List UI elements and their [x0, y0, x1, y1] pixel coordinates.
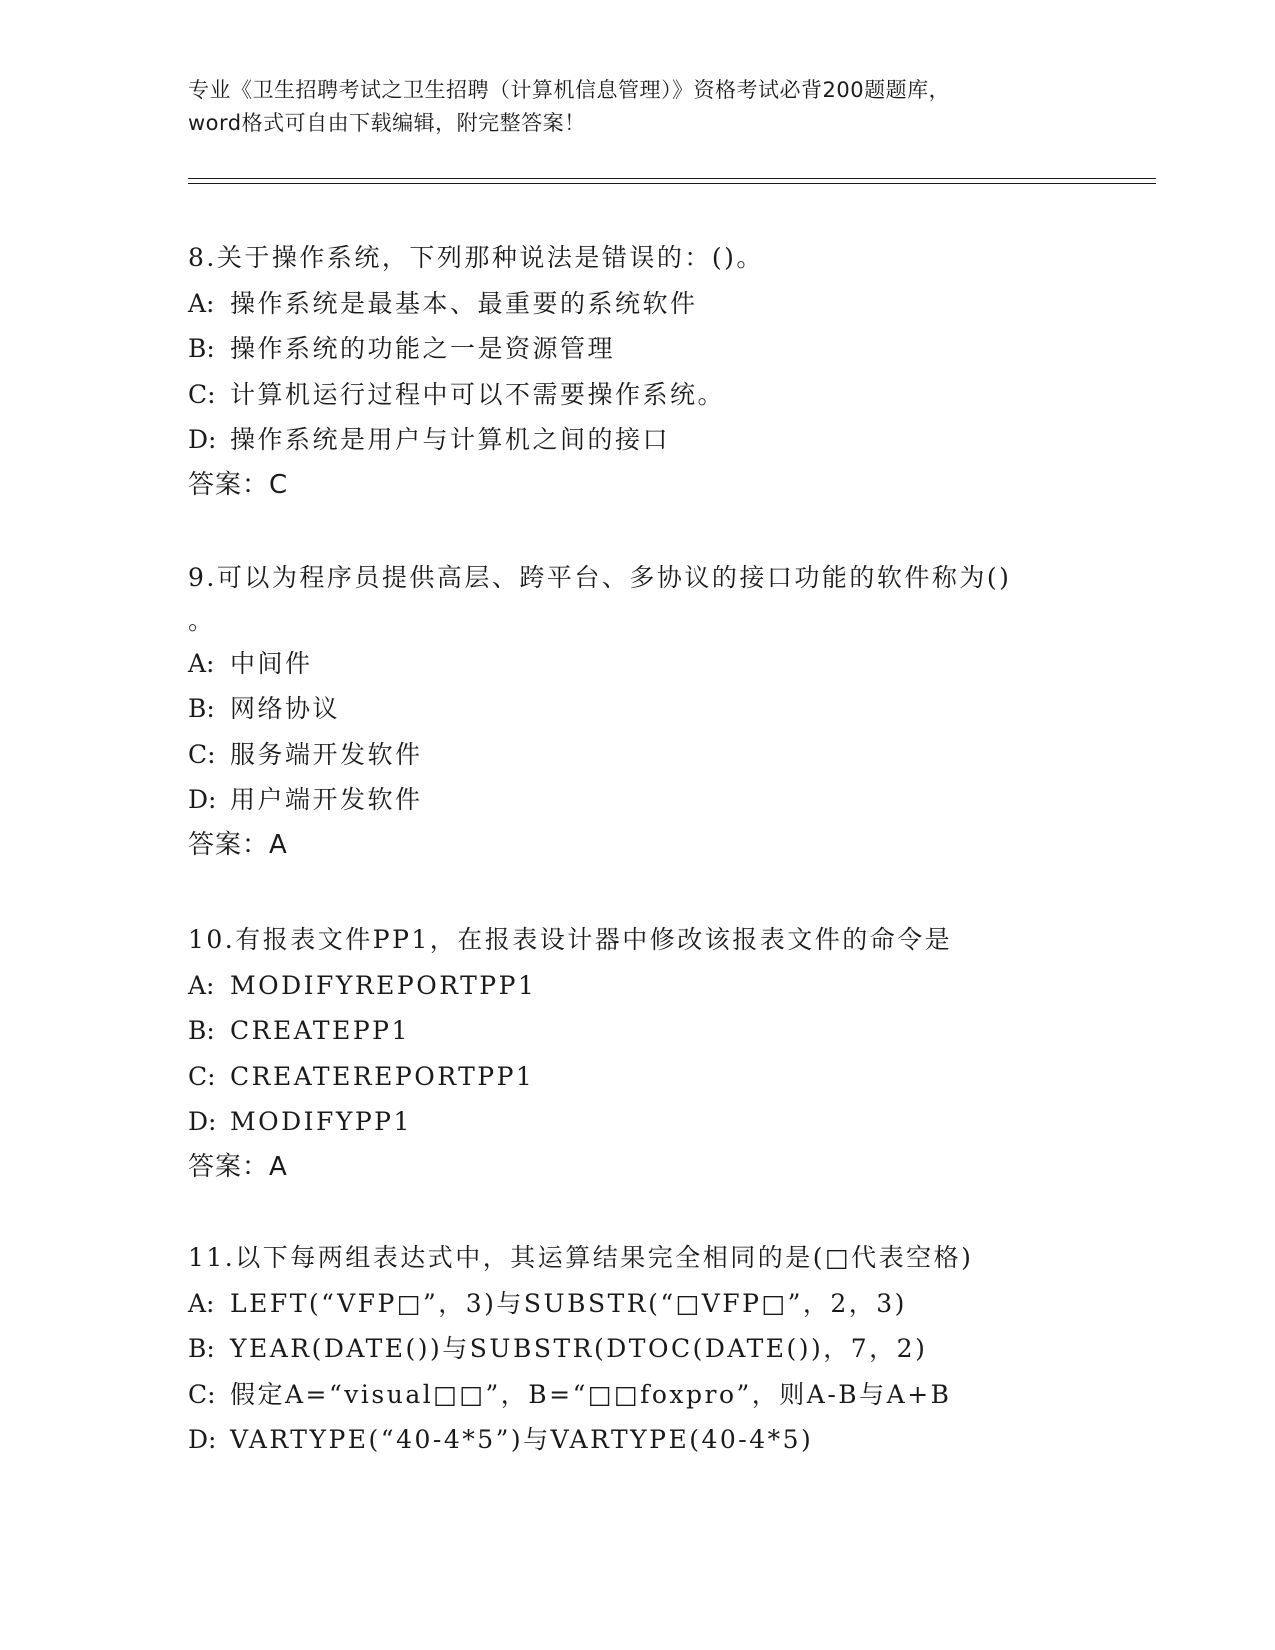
question-9 — [188, 555, 1108, 868]
option-b — [188, 1008, 1108, 1054]
option-letter: B: — [188, 1016, 215, 1045]
option-letter: A: — [188, 1288, 215, 1318]
option-letter: A: — [188, 288, 215, 318]
option-text: 操作系统是用户与计算机之间的接口 — [230, 425, 671, 454]
option-text: 操作系统是最基本、最重要的系统软件 — [230, 288, 698, 318]
option-letter: C: — [188, 1061, 216, 1091]
option-letter: A: — [188, 648, 215, 678]
option-text: 假定A=“visual□□”，B=“□□foxpro”，则A-B与A+B — [230, 1379, 952, 1409]
header-line-1: 专业《卫生招聘考试之卫生招聘（计算机信息管理）》资格考试必背200题题库， — [188, 78, 951, 102]
option-text: 中间件 — [230, 648, 313, 678]
question-stem: 11.以下每两组表达式中，其运算结果完全相同的是(□代表空格) — [188, 1243, 974, 1272]
question-stem: 10.有报表文件PP1，在报表设计器中修改该报表文件的命令是 — [188, 925, 953, 954]
option-text: MODIFYREPORTPP1 — [230, 970, 537, 1000]
question-8 — [188, 235, 1108, 508]
document-header — [188, 74, 1088, 140]
option-d — [188, 417, 1108, 463]
option-d — [188, 1099, 1108, 1145]
option-b — [188, 326, 1108, 372]
option-letter: D: — [188, 1107, 217, 1136]
option-text: 网络协议 — [230, 694, 341, 723]
option-text: LEFT(“VFP□”，3)与SUBSTR(“□VFP□”，2，3) — [230, 1288, 907, 1318]
option-a — [188, 281, 1108, 327]
answer: 答案：A — [188, 1151, 288, 1182]
question-11 — [188, 1235, 1108, 1463]
option-c — [188, 1054, 1108, 1100]
option-text: 用户端开发软件 — [230, 785, 423, 814]
option-letter: B: — [188, 334, 215, 363]
option-a — [188, 1281, 1108, 1327]
option-a — [188, 963, 1108, 1009]
option-c — [188, 372, 1108, 418]
header-divider-bottom — [188, 183, 1156, 184]
option-letter: C: — [188, 739, 216, 769]
option-text: MODIFYPP1 — [230, 1107, 412, 1136]
header-line-2: word格式可自由下载编辑，附完整答案！ — [188, 111, 586, 135]
option-letter: B: — [188, 1334, 215, 1363]
option-text: YEAR(DATE())与SUBSTR(DTOC(DATE())，7，2) — [230, 1334, 928, 1363]
option-b — [188, 686, 1108, 732]
option-letter: D: — [188, 425, 217, 454]
question-stem-continuation: 。 — [188, 605, 216, 635]
option-letter: D: — [188, 785, 217, 814]
question-10 — [188, 917, 1108, 1190]
answer: 答案：A — [188, 829, 288, 860]
option-letter: A: — [188, 970, 215, 1000]
option-letter: C: — [188, 379, 216, 409]
option-c — [188, 1372, 1108, 1418]
question-stem: 8.关于操作系统，下列那种说法是错误的：()。 — [188, 243, 764, 272]
option-letter: B: — [188, 694, 215, 723]
header-divider-top — [188, 178, 1156, 179]
option-d — [188, 1417, 1108, 1463]
option-text: VARTYPE(“40-4*5”)与VARTYPE(40-4*5) — [230, 1425, 814, 1454]
answer: 答案：C — [188, 469, 289, 500]
option-c — [188, 732, 1108, 778]
option-b — [188, 1326, 1108, 1372]
option-d — [188, 777, 1108, 823]
option-a — [188, 641, 1108, 687]
option-text: 服务端开发软件 — [230, 739, 423, 769]
question-stem: 9.可以为程序员提供高层、跨平台、多协议的接口功能的软件称为() — [188, 563, 1012, 592]
option-letter: D: — [188, 1425, 217, 1454]
option-text: 操作系统的功能之一是资源管理 — [230, 334, 616, 363]
option-text: 计算机运行过程中可以不需要操作系统。 — [230, 379, 726, 409]
option-text: CREATEPP1 — [230, 1016, 410, 1045]
option-text: CREATEREPORTPP1 — [230, 1061, 535, 1091]
option-letter: C: — [188, 1379, 216, 1409]
